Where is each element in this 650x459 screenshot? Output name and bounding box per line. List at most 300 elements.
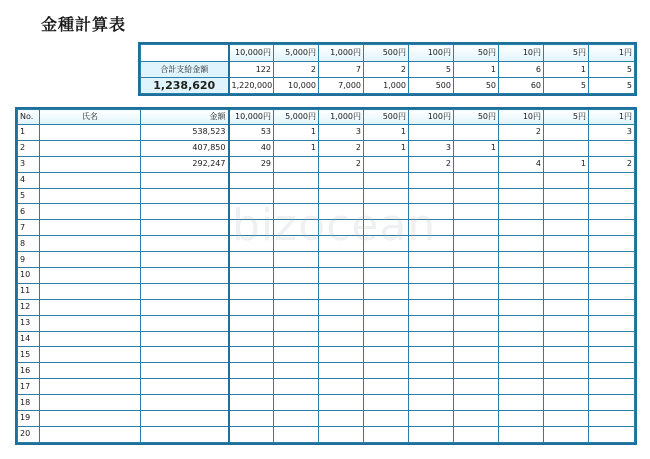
summary-denomination-header: 5円 <box>544 45 589 62</box>
count-cell[interactable] <box>364 252 409 268</box>
count-cell[interactable] <box>544 236 589 252</box>
count-cell[interactable] <box>499 172 544 188</box>
summary-amount-cell[interactable]: 60 <box>499 78 544 94</box>
amount-cell[interactable] <box>141 252 229 268</box>
name-cell[interactable] <box>40 125 141 141</box>
count-cell[interactable] <box>364 331 409 347</box>
count-cell[interactable] <box>229 299 274 315</box>
count-cell[interactable] <box>319 204 364 220</box>
table-row <box>18 125 635 141</box>
count-cell[interactable] <box>409 411 454 427</box>
summary-denomination-header: 100円 <box>409 45 454 62</box>
count-cell[interactable] <box>229 347 274 363</box>
count-cell[interactable] <box>364 363 409 379</box>
name-cell[interactable] <box>40 220 141 236</box>
count-cell[interactable] <box>499 363 544 379</box>
count-cell[interactable] <box>409 172 454 188</box>
count-cell[interactable] <box>409 315 454 331</box>
count-cell[interactable] <box>589 204 635 220</box>
count-cell[interactable] <box>409 252 454 268</box>
count-cell[interactable] <box>454 283 499 299</box>
count-cell[interactable] <box>319 331 364 347</box>
name-cell[interactable] <box>40 315 141 331</box>
count-cell[interactable]: 3 <box>409 140 454 156</box>
count-cell[interactable] <box>499 395 544 411</box>
count-cell[interactable] <box>589 172 635 188</box>
count-cell[interactable] <box>589 395 635 411</box>
count-cell[interactable] <box>544 125 589 141</box>
count-cell[interactable] <box>409 188 454 204</box>
count-cell[interactable] <box>409 236 454 252</box>
denomination-header: 50円 <box>454 110 499 125</box>
summary-count-cell[interactable]: 2 <box>364 62 409 78</box>
count-cell[interactable] <box>364 426 409 442</box>
summary-denomination-header: 5,000円 <box>274 45 319 62</box>
amount-cell[interactable] <box>141 331 229 347</box>
count-cell[interactable] <box>229 268 274 284</box>
summary-amount-cell[interactable]: 1,220,000 <box>229 78 274 94</box>
count-cell[interactable] <box>364 315 409 331</box>
header-amount: 金額 <box>141 110 229 125</box>
count-cell[interactable] <box>229 188 274 204</box>
count-cell[interactable] <box>409 283 454 299</box>
header-name: 氏名 <box>40 110 141 125</box>
row-number: 9 <box>18 252 40 268</box>
count-cell[interactable] <box>544 204 589 220</box>
count-cell[interactable] <box>229 395 274 411</box>
table-row <box>18 347 635 363</box>
count-cell[interactable] <box>454 315 499 331</box>
count-cell[interactable] <box>274 426 319 442</box>
count-cell[interactable] <box>319 172 364 188</box>
count-cell[interactable] <box>544 283 589 299</box>
count-cell[interactable]: 29 <box>229 156 274 172</box>
summary-amount-cell[interactable]: 5 <box>589 78 635 94</box>
summary-count-cell[interactable]: 6 <box>499 62 544 78</box>
table-row <box>18 140 635 156</box>
name-cell[interactable] <box>40 379 141 395</box>
count-cell[interactable] <box>544 426 589 442</box>
count-cell[interactable] <box>364 411 409 427</box>
row-number: 5 <box>18 188 40 204</box>
count-cell[interactable] <box>229 204 274 220</box>
count-cell[interactable] <box>499 379 544 395</box>
count-cell[interactable] <box>364 156 409 172</box>
count-cell[interactable]: 1 <box>364 140 409 156</box>
count-cell[interactable] <box>364 299 409 315</box>
amount-cell[interactable] <box>141 395 229 411</box>
count-cell[interactable] <box>229 379 274 395</box>
count-cell[interactable] <box>589 411 635 427</box>
count-cell[interactable] <box>454 156 499 172</box>
row-number: 4 <box>18 172 40 188</box>
row-number: 2 <box>18 140 40 156</box>
count-cell[interactable] <box>319 315 364 331</box>
header-no: No. <box>18 110 40 125</box>
count-cell[interactable] <box>544 347 589 363</box>
amount-cell[interactable] <box>141 426 229 442</box>
count-cell[interactable]: 2 <box>409 156 454 172</box>
count-cell[interactable] <box>319 252 364 268</box>
count-cell[interactable] <box>229 426 274 442</box>
count-cell[interactable] <box>499 140 544 156</box>
count-cell[interactable] <box>499 204 544 220</box>
name-cell[interactable] <box>40 204 141 220</box>
count-cell[interactable] <box>409 125 454 141</box>
count-cell[interactable] <box>589 426 635 442</box>
summary-amount-cell[interactable]: 1,000 <box>364 78 409 94</box>
table-row <box>18 252 635 268</box>
count-cell[interactable] <box>544 315 589 331</box>
summary-amount-cell[interactable]: 10,000 <box>274 78 319 94</box>
count-cell[interactable] <box>544 331 589 347</box>
name-cell[interactable] <box>40 299 141 315</box>
count-cell[interactable] <box>589 140 635 156</box>
count-cell[interactable] <box>454 331 499 347</box>
summary-count-cell[interactable]: 5 <box>409 62 454 78</box>
table-row <box>18 299 635 315</box>
count-cell[interactable] <box>454 268 499 284</box>
count-cell[interactable] <box>319 395 364 411</box>
count-cell[interactable] <box>499 347 544 363</box>
count-cell[interactable]: 1 <box>544 156 589 172</box>
count-cell[interactable] <box>454 236 499 252</box>
amount-cell[interactable]: 538,523 <box>141 125 229 141</box>
amount-cell[interactable] <box>141 299 229 315</box>
row-number: 13 <box>18 315 40 331</box>
amount-cell[interactable] <box>141 236 229 252</box>
count-cell[interactable] <box>454 379 499 395</box>
count-cell[interactable]: 2 <box>589 156 635 172</box>
summary-count-cell[interactable]: 7 <box>319 62 364 78</box>
count-cell[interactable] <box>274 411 319 427</box>
count-cell[interactable] <box>454 204 499 220</box>
count-cell[interactable]: 2 <box>319 156 364 172</box>
name-cell[interactable] <box>40 188 141 204</box>
summary-count-cell[interactable]: 1 <box>454 62 499 78</box>
count-cell[interactable]: 3 <box>589 125 635 141</box>
summary-count-row <box>141 62 635 78</box>
name-cell[interactable] <box>40 331 141 347</box>
count-cell[interactable] <box>274 204 319 220</box>
count-cell[interactable] <box>409 331 454 347</box>
count-cell[interactable] <box>544 188 589 204</box>
table-row <box>18 204 635 220</box>
table-row <box>18 268 635 284</box>
count-cell[interactable]: 1 <box>454 140 499 156</box>
count-cell[interactable] <box>454 125 499 141</box>
count-cell[interactable] <box>319 283 364 299</box>
count-cell[interactable] <box>544 172 589 188</box>
amount-cell[interactable] <box>141 411 229 427</box>
count-cell[interactable] <box>319 236 364 252</box>
count-cell[interactable] <box>499 426 544 442</box>
count-cell[interactable] <box>229 331 274 347</box>
count-cell[interactable] <box>454 347 499 363</box>
amount-cell[interactable] <box>141 220 229 236</box>
count-cell[interactable]: 1 <box>274 140 319 156</box>
count-cell[interactable] <box>319 268 364 284</box>
count-cell[interactable] <box>544 268 589 284</box>
main-header-row <box>18 110 635 125</box>
count-cell[interactable] <box>454 299 499 315</box>
count-cell[interactable] <box>589 188 635 204</box>
summary-count-cell[interactable]: 1 <box>544 62 589 78</box>
count-cell[interactable] <box>409 363 454 379</box>
count-cell[interactable] <box>229 411 274 427</box>
watermark: bizocean <box>232 200 437 251</box>
count-cell[interactable] <box>499 220 544 236</box>
count-cell[interactable] <box>409 268 454 284</box>
row-number: 11 <box>18 283 40 299</box>
amount-cell[interactable]: 407,850 <box>141 140 229 156</box>
count-cell[interactable] <box>229 236 274 252</box>
count-cell[interactable] <box>589 268 635 284</box>
count-cell[interactable] <box>319 188 364 204</box>
denomination-header: 5円 <box>544 110 589 125</box>
count-cell[interactable]: 1 <box>274 125 319 141</box>
count-cell[interactable] <box>229 315 274 331</box>
amount-cell[interactable] <box>141 363 229 379</box>
table-row <box>18 236 635 252</box>
count-cell[interactable]: 2 <box>319 140 364 156</box>
name-cell[interactable] <box>40 347 141 363</box>
count-cell[interactable] <box>499 252 544 268</box>
count-cell[interactable] <box>409 347 454 363</box>
count-cell[interactable] <box>589 220 635 236</box>
count-cell[interactable] <box>274 268 319 284</box>
count-cell[interactable] <box>274 395 319 411</box>
count-cell[interactable] <box>589 299 635 315</box>
count-cell[interactable] <box>364 172 409 188</box>
count-cell[interactable] <box>589 347 635 363</box>
count-cell[interactable] <box>319 220 364 236</box>
amount-cell[interactable] <box>141 347 229 363</box>
summary-blank-cell <box>141 45 229 62</box>
count-cell[interactable] <box>499 315 544 331</box>
count-cell[interactable] <box>319 379 364 395</box>
count-cell[interactable] <box>409 220 454 236</box>
row-number: 3 <box>18 156 40 172</box>
row-number: 16 <box>18 363 40 379</box>
main-table <box>17 109 635 443</box>
row-number: 14 <box>18 331 40 347</box>
count-cell[interactable] <box>364 268 409 284</box>
amount-cell[interactable] <box>141 172 229 188</box>
count-cell[interactable] <box>544 411 589 427</box>
count-cell[interactable] <box>364 283 409 299</box>
name-cell[interactable] <box>40 156 141 172</box>
count-cell[interactable] <box>319 426 364 442</box>
count-cell[interactable]: 4 <box>499 156 544 172</box>
name-cell[interactable] <box>40 172 141 188</box>
count-cell[interactable] <box>499 331 544 347</box>
amount-cell[interactable] <box>141 204 229 220</box>
summary-header-row <box>141 45 635 62</box>
count-cell[interactable] <box>499 299 544 315</box>
name-cell[interactable] <box>40 268 141 284</box>
row-number: 6 <box>18 204 40 220</box>
count-cell[interactable] <box>544 299 589 315</box>
denomination-header: 10,000円 <box>229 110 274 125</box>
row-number: 12 <box>18 299 40 315</box>
count-cell[interactable] <box>274 220 319 236</box>
count-cell[interactable] <box>454 220 499 236</box>
count-cell[interactable] <box>409 299 454 315</box>
row-number: 20 <box>18 426 40 442</box>
count-cell[interactable] <box>319 299 364 315</box>
count-cell[interactable] <box>544 363 589 379</box>
count-cell[interactable] <box>409 395 454 411</box>
row-number: 18 <box>18 395 40 411</box>
count-cell[interactable] <box>589 379 635 395</box>
summary-amount-row <box>141 78 635 94</box>
name-cell[interactable] <box>40 363 141 379</box>
name-cell[interactable] <box>40 283 141 299</box>
count-cell[interactable] <box>589 315 635 331</box>
table-row <box>18 426 635 442</box>
summary-count-cell[interactable]: 2 <box>274 62 319 78</box>
denomination-header: 500円 <box>364 110 409 125</box>
count-cell[interactable] <box>589 331 635 347</box>
count-cell[interactable] <box>319 347 364 363</box>
denomination-header: 1,000円 <box>319 110 364 125</box>
count-cell[interactable] <box>364 204 409 220</box>
count-cell[interactable] <box>274 315 319 331</box>
count-cell[interactable]: 53 <box>229 125 274 141</box>
count-cell[interactable] <box>274 156 319 172</box>
count-cell[interactable] <box>274 299 319 315</box>
table-row <box>18 395 635 411</box>
amount-cell[interactable] <box>141 268 229 284</box>
denomination-header: 5,000円 <box>274 110 319 125</box>
count-cell[interactable] <box>454 363 499 379</box>
row-number: 17 <box>18 379 40 395</box>
summary-denomination-header: 50円 <box>454 45 499 62</box>
count-cell[interactable] <box>229 220 274 236</box>
count-cell[interactable] <box>229 252 274 268</box>
count-cell[interactable] <box>274 236 319 252</box>
count-cell[interactable] <box>319 411 364 427</box>
count-cell[interactable] <box>544 140 589 156</box>
summary-denomination-header: 1円 <box>589 45 635 62</box>
row-number: 10 <box>18 268 40 284</box>
count-cell[interactable] <box>589 236 635 252</box>
summary-amount-cell[interactable]: 50 <box>454 78 499 94</box>
summary-amount-cell[interactable]: 5 <box>544 78 589 94</box>
count-cell[interactable] <box>499 268 544 284</box>
summary-count-cell[interactable]: 5 <box>589 62 635 78</box>
summary-denomination-header: 500円 <box>364 45 409 62</box>
total-payment-label: 合計支給金額 <box>141 62 229 78</box>
count-cell[interactable] <box>364 395 409 411</box>
count-cell[interactable] <box>589 363 635 379</box>
count-cell[interactable] <box>229 172 274 188</box>
count-cell[interactable] <box>274 347 319 363</box>
count-cell[interactable]: 2 <box>499 125 544 141</box>
count-cell[interactable] <box>409 204 454 220</box>
count-cell[interactable] <box>544 252 589 268</box>
name-cell[interactable] <box>40 140 141 156</box>
count-cell[interactable] <box>454 411 499 427</box>
count-cell[interactable] <box>274 379 319 395</box>
count-cell[interactable] <box>499 283 544 299</box>
count-cell[interactable] <box>544 220 589 236</box>
table-row <box>18 188 635 204</box>
row-number: 7 <box>18 220 40 236</box>
count-cell[interactable]: 3 <box>319 125 364 141</box>
count-cell[interactable] <box>364 188 409 204</box>
amount-cell[interactable] <box>141 379 229 395</box>
count-cell[interactable] <box>319 363 364 379</box>
count-cell[interactable] <box>274 252 319 268</box>
table-row <box>18 411 635 427</box>
count-cell[interactable] <box>409 379 454 395</box>
row-number: 15 <box>18 347 40 363</box>
count-cell[interactable] <box>589 252 635 268</box>
count-cell[interactable] <box>364 347 409 363</box>
denomination-header: 100円 <box>409 110 454 125</box>
count-cell[interactable] <box>589 283 635 299</box>
table-row <box>18 379 635 395</box>
row-number: 1 <box>18 125 40 141</box>
name-cell[interactable] <box>40 411 141 427</box>
name-cell[interactable] <box>40 395 141 411</box>
count-cell[interactable]: 1 <box>364 125 409 141</box>
count-cell[interactable] <box>274 331 319 347</box>
name-cell[interactable] <box>40 426 141 442</box>
summary-denomination-header: 10,000円 <box>229 45 274 62</box>
count-cell[interactable] <box>274 363 319 379</box>
count-cell[interactable] <box>454 252 499 268</box>
amount-cell[interactable] <box>141 315 229 331</box>
count-cell[interactable] <box>454 172 499 188</box>
count-cell[interactable] <box>229 283 274 299</box>
summary-amount-cell[interactable]: 7,000 <box>319 78 364 94</box>
count-cell[interactable] <box>454 188 499 204</box>
count-cell[interactable] <box>454 426 499 442</box>
count-cell[interactable] <box>364 220 409 236</box>
count-cell[interactable] <box>364 236 409 252</box>
amount-cell[interactable] <box>141 283 229 299</box>
count-cell[interactable] <box>364 379 409 395</box>
total-payment-value: 1,238,620 <box>141 78 229 94</box>
name-cell[interactable] <box>40 236 141 252</box>
summary-count-cell[interactable]: 122 <box>229 62 274 78</box>
summary-denomination-header: 10円 <box>499 45 544 62</box>
summary-denomination-header: 1,000円 <box>319 45 364 62</box>
count-cell[interactable] <box>454 395 499 411</box>
count-cell[interactable] <box>274 188 319 204</box>
count-cell[interactable] <box>499 411 544 427</box>
count-cell[interactable] <box>499 188 544 204</box>
summary-table <box>140 44 635 94</box>
summary-amount-cell[interactable]: 500 <box>409 78 454 94</box>
count-cell[interactable] <box>229 363 274 379</box>
count-cell[interactable] <box>274 283 319 299</box>
denomination-header: 1円 <box>589 110 635 125</box>
name-cell[interactable] <box>40 252 141 268</box>
count-cell[interactable]: 40 <box>229 140 274 156</box>
count-cell[interactable] <box>544 395 589 411</box>
count-cell[interactable] <box>274 172 319 188</box>
count-cell[interactable] <box>499 236 544 252</box>
table-row <box>18 156 635 172</box>
amount-cell[interactable]: 292,247 <box>141 156 229 172</box>
count-cell[interactable] <box>544 379 589 395</box>
amount-cell[interactable] <box>141 188 229 204</box>
count-cell[interactable] <box>409 426 454 442</box>
